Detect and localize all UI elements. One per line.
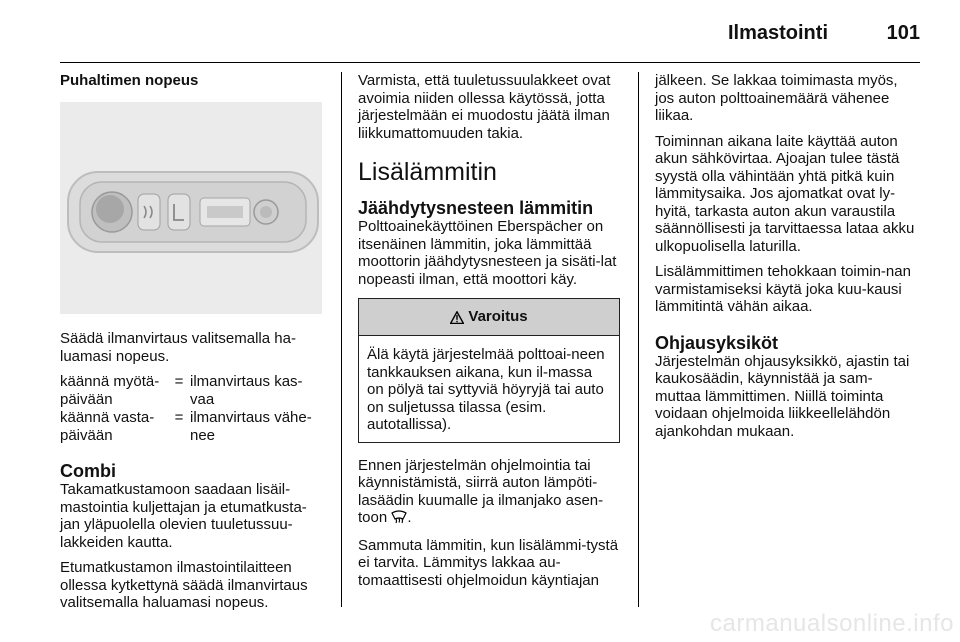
column-1-body	[60, 330, 322, 620]
heading-additional-heater: Lisälämmitin	[358, 158, 497, 186]
column-divider	[341, 72, 342, 607]
warning-title-bar	[359, 299, 619, 336]
paragraph	[358, 457, 620, 529]
definition-term: käännä myötä-päivään	[60, 373, 160, 408]
subtitle-blower-speed: Puhaltimen nopeus	[60, 72, 199, 89]
round-knob-icon	[92, 192, 132, 232]
column-divider	[638, 72, 639, 607]
paragraph: Lisälämmittimen tehokkaan toimin-nan varmistamiseksi käytä joka kuu-kausi lämmitintä vähän aikaa.	[655, 263, 911, 315]
warning-box	[358, 298, 620, 443]
control-panel-icon	[200, 198, 278, 226]
paragraph: Etumatkustamon ilmastointilaitteen ollessa kytkettynä säädä ilmanvirtaus valitsemalla haluamasi nopeus.	[60, 559, 308, 611]
definition-term: käännä vasta-päivään	[60, 409, 155, 444]
figure-control-panel	[60, 102, 322, 314]
warning-title: Varoitus	[468, 308, 528, 326]
column-3	[655, 72, 917, 448]
heading-coolant-heater: Jäähdytysnesteen lämmitin	[358, 198, 594, 218]
paragraph: Polttoainekäyttöinen Eberspächer on itsenäinen lämmitin, joka lämmittää moottorin jäähdytysnesteen ja sisäti-lat nopeasti ilman, että moottori käy.	[358, 218, 617, 288]
paragraph: Sammuta lämmitin, kun lisälämmi-tystä ei tarvita. Lämmitys lakkaa au-tomaattisesti ohjelmoidun käyntiajan	[358, 536, 619, 589]
definition-table	[60, 373, 322, 444]
paragraph: Toiminnan aikana laite käyttää auton akun sähkövirtaa. Ajoajan tulee tästä syystä olla vähintään yhtä pitkä kuin lämmitysaika. Jos ajomatkat ovat ly-hyitä, tarkasta auton akun varaustila säännöllisesti ja tarvittaessa lataa akku ulkopuolisella laturilla.	[655, 132, 915, 255]
warning-icon	[450, 311, 464, 324]
text-before-icon: Ennen järjestelmän ohjelmointia tai käynnistämistä, siirrä auton lämpöti-lasäädin kuumalle ja ilmanjako asen-toon	[358, 456, 604, 526]
equals-sign: =	[174, 373, 184, 390]
warning-body: Älä käytä järjestelmää polttoai-neen tankkauksen aikana, kun il-massa on pölyä tai syttyviä höyryjä tai auto on suljetussa tilassa (esim. autotallissa).	[367, 346, 605, 433]
paragraph: Säädä ilmanvirtaus valitsemalla ha-luamasi nopeus.	[60, 330, 296, 365]
definition-row	[60, 409, 322, 444]
definition-desc: ilmanvirtaus kas-vaa	[190, 373, 303, 408]
watermark: carmanualsonline.info	[710, 610, 954, 637]
paragraph: jälkeen. Se lakkaa toimimasta myös, jos auton polttoainemäärä vähenee liikaa.	[655, 72, 898, 124]
equals-sign: =	[174, 409, 184, 426]
windshield-defrost-icon	[391, 510, 407, 529]
column-2	[358, 72, 620, 597]
paragraph: Varmista, että tuuletussuulakkeet ovat avoimia niiden ollessa käytössä, jotta järjestelmään ei muodostu jäätä ilman liikkumattomuuden takia.	[358, 72, 611, 142]
page-number: 101	[886, 22, 920, 44]
definition-row	[60, 373, 322, 408]
page-header	[60, 0, 920, 63]
text-after-icon: .	[407, 509, 412, 526]
paragraph: Takamatkustamoon saadaan lisäil-mastointia kuljettajan ja etumatkusta-jan yläpuolella olevien tuuletussuu-lakkeiden kautta.	[60, 481, 307, 551]
definition-desc: ilmanvirtaus vähe-nee	[190, 409, 312, 444]
column-1	[60, 72, 322, 90]
paragraph: Järjestelmän ohjausyksikkö, ajastin tai kaukosäädin, käynnistää ja sam-muttaa lämmittimen. Niillä toiminta voidaan ohjelmoida liikkeellelähdön ajankohdan mukaan.	[655, 352, 910, 440]
section-title: Ilmastointi	[727, 22, 828, 44]
heading-combi: Combi	[60, 461, 116, 481]
heading-control-units: Ohjausyksiköt	[655, 332, 779, 353]
